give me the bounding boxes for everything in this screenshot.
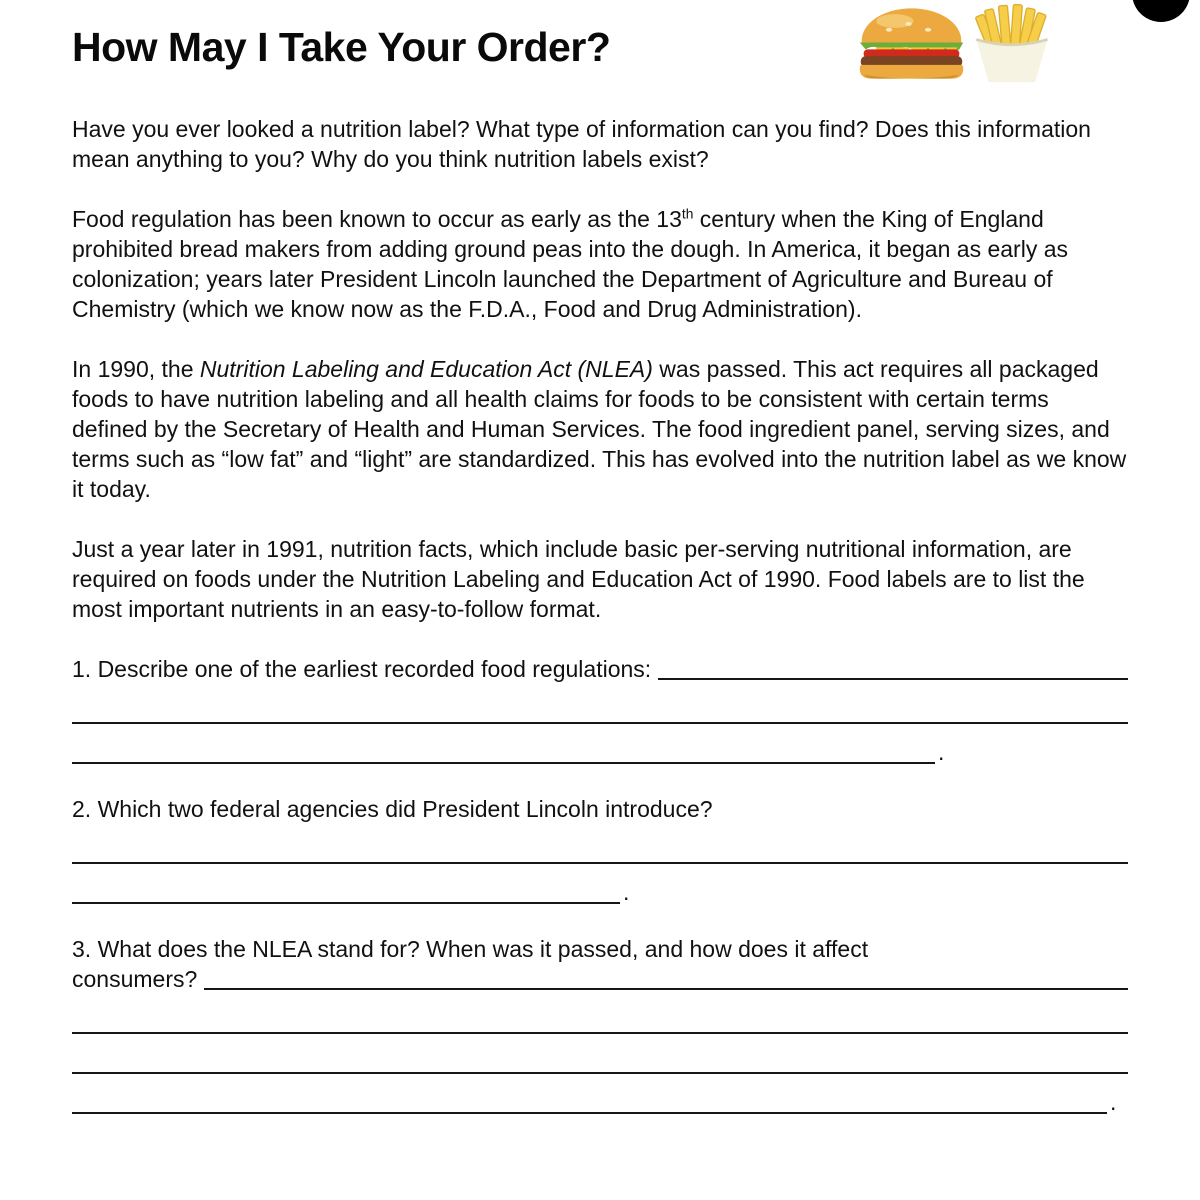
- nlea-act-name: Nutrition Labeling and Education Act (NLEA): [199, 356, 653, 382]
- corner-dot: [1132, 0, 1190, 22]
- question-2: [72, 794, 1128, 904]
- question-3-text-line2: consumers?: [72, 966, 198, 992]
- ordinal-suffix: th: [681, 206, 694, 222]
- french-fries-icon: [958, 2, 1064, 84]
- question-3: [72, 934, 1128, 1114]
- answer-line[interactable]: [72, 994, 1128, 1034]
- nlea-paragraph: [72, 354, 1128, 504]
- page-title: How May I Take Your Order?: [72, 24, 611, 70]
- answer-line[interactable]: [72, 684, 1128, 724]
- nlea-text-1: In 1990, the: [72, 356, 200, 382]
- answer-line[interactable]: [72, 1034, 1128, 1074]
- question-1-text: 1. Describe one of the earliest recorded food regulations:: [72, 656, 652, 682]
- facts-paragraph: Just a year later in 1991, nutrition facts, which include basic per-serving nutritional information, are required on foods under the Nutrition Labeling and Education Act of 1990. Food labels are to list the most important nutrients in an easy-to-follow format.: [72, 536, 1085, 622]
- history-text-2: century when the King of England prohibited bread makers from adding ground peas into the dough. In America, it began as early as colonization; years later President Lincoln launched the Department of Agriculture and Bureau of Chemistry (which we know now as the F.D.A., Food and Drug Administration).: [72, 206, 1068, 322]
- question-3-terminator: .: [1110, 1089, 1117, 1115]
- question-3-text-line1: 3. What does the NLEA stand for? When was it passed, and how does it affect: [72, 936, 869, 962]
- hamburger-icon: [850, 0, 972, 84]
- question-1-line: [72, 654, 1128, 684]
- header-clipart: [850, 0, 1070, 84]
- question-1-last-line: [72, 724, 1128, 764]
- answer-line[interactable]: [204, 988, 1128, 990]
- answer-line[interactable]: [658, 678, 1128, 680]
- question-3-last-line: [72, 1074, 1128, 1114]
- intro-paragraph: Have you ever looked a nutrition label? What type of information can you find? Does this information mean anything to you? Why do you think nutrition labels exist?: [72, 116, 1091, 172]
- header: [72, 18, 1128, 114]
- question-1-terminator: .: [938, 739, 945, 765]
- answer-line[interactable]: [72, 824, 1128, 864]
- answer-line[interactable]: [72, 864, 620, 904]
- question-2-terminator: .: [623, 879, 630, 905]
- nlea-text-2: was passed. This act requires all packaged foods to have nutrition labeling and all health claims for foods to be consistent with certain terms defined by the Secretary of Health and Human Services. The food ingredient panel, serving sizes, and terms such as “low fat” and “light” are standardized. This has evolved into the nutrition label as we know it today.: [72, 356, 1127, 502]
- question-1: [72, 654, 1128, 764]
- question-2-text: 2. Which two federal agencies did President Lincoln introduce?: [72, 796, 713, 822]
- history-text-1: Food regulation has been known to occur as early as the 13: [72, 206, 682, 232]
- history-paragraph: [72, 204, 1128, 324]
- question-3-line2: [72, 964, 1128, 994]
- question-2-last-line: [72, 864, 1128, 904]
- answer-line[interactable]: [72, 1074, 1107, 1114]
- answer-line[interactable]: [72, 724, 935, 764]
